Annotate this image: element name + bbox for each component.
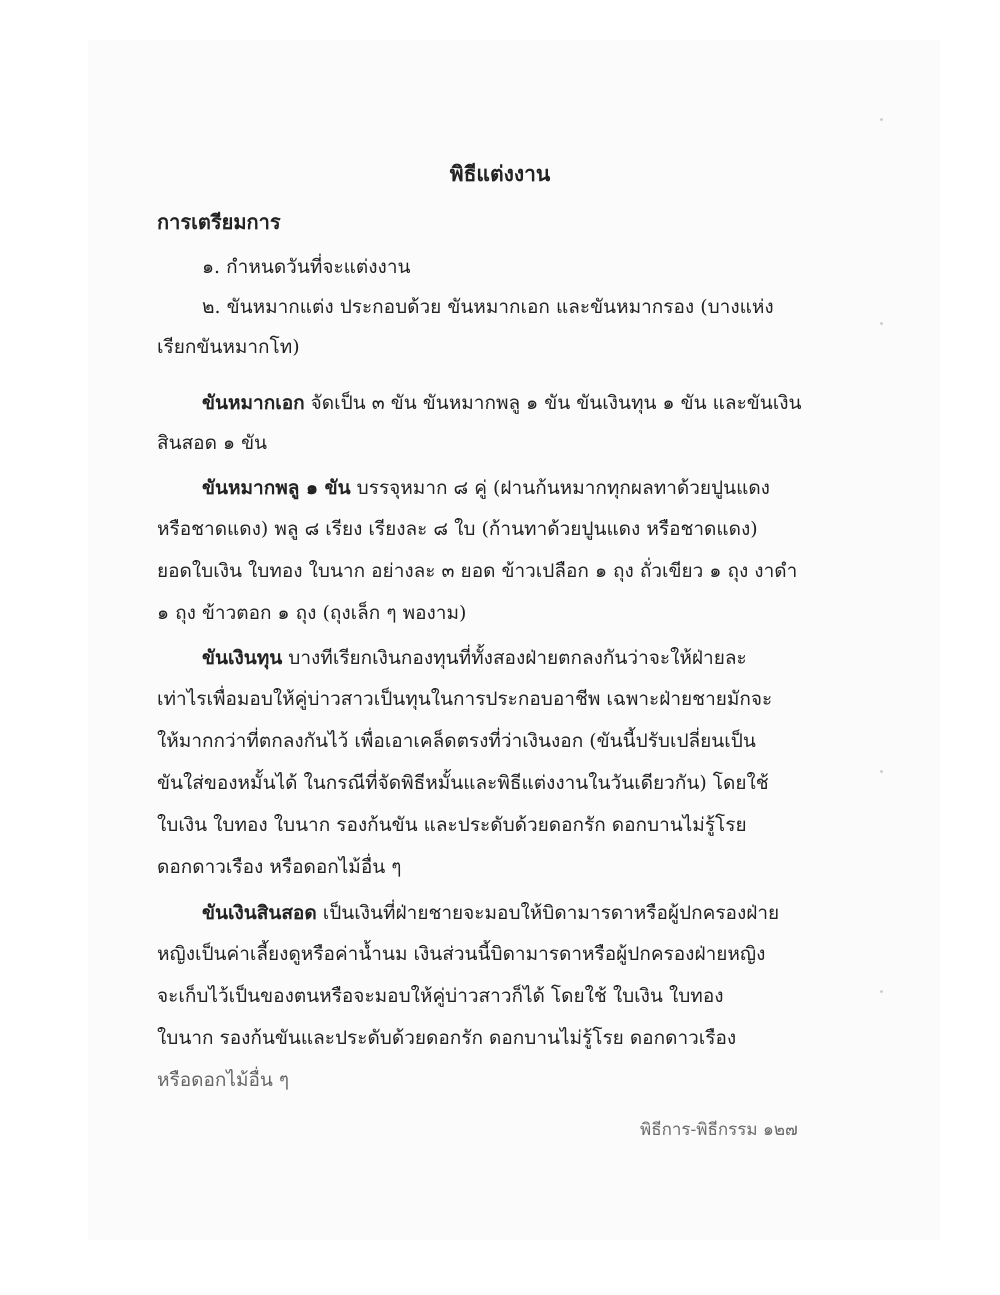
paragraph-khan-thun-line6: ดอกดาวเรือง หรือดอกไม้อื่น ๆ <box>157 856 402 878</box>
paragraph-text: บรรจุหมาก ๘ คู่ (ฝานก้นหมากทุกผลทาด้วยปูนแดง <box>350 477 770 499</box>
paragraph-khan-thun-line2: เท่าไรเพื่อมอบให้คู่บ่าวสาวเป็นทุนในการประกอบอาชีพ เฉพาะฝ่ายชายมักจะ <box>157 688 773 710</box>
paragraph-khan-phlu-line2: หรือชาดแดง) พลู ๘ เรียง เรียงละ ๘ ใบ (ก้านทาด้วยปูนแดง หรือชาดแดง) <box>157 518 758 540</box>
scan-speck <box>880 990 883 993</box>
paragraph-khan-thun-line3: ให้มากกว่าที่ตกลงกันไว้ เพื่อเอาเคล็ดตรงที่ว่าเงินงอก (ขันนี้ปรับเปลี่ยนเป็น <box>157 730 756 752</box>
paragraph-khan-sinsod-line4: ใบนาก รองก้นขันและประดับด้วยดอกรัก ดอกบานไม่รู้โรย ดอกดาวเรือง <box>157 1027 737 1049</box>
document-title: พิธีแต่งงาน <box>449 161 551 186</box>
term-khan-ek: ขันหมากเอก <box>202 392 305 414</box>
scan-speck <box>880 322 883 325</box>
paragraph-khan-sinsod-line1 <box>202 904 779 923</box>
paragraph-khan-sinsod-line3: จะเก็บไว้เป็นของตนหรือจะมอบให้คู่บ่าวสาวก็ได้ โดยใช้ ใบเงิน ใบทอง <box>157 985 724 1007</box>
scan-speck <box>880 118 883 121</box>
term-khan-thun: ขันเงินทุน <box>202 647 283 669</box>
paragraph-khan-thun-line5: ใบเงิน ใบทอง ใบนาก รองก้นขัน และประดับด้วยดอกรัก ดอกบานไม่รู้โรย <box>157 814 747 836</box>
paragraph-khan-sinsod-line5: หรือดอกไม้อื่น ๆ <box>157 1069 290 1091</box>
page-footer: พิธีการ-พิธีกรรม ๑๒๗ <box>640 1120 798 1140</box>
paragraph-khan-thun-line4: ขันใส่ของหมั้นได้ ในกรณีที่จัดพิธีหมั้นและพิธีแต่งงานในวันเดียวกัน) โดยใช้ <box>157 772 769 794</box>
paragraph-text: จัดเป็น ๓ ขัน ขันหมากพลู ๑ ขัน ขันเงินทุน ๑ ขัน และขันเงิน <box>304 392 802 414</box>
paragraph-khan-thun-line1 <box>202 649 747 668</box>
scan-speck <box>880 770 883 773</box>
list-item-1: ๑. กำหนดวันที่จะแต่งงาน <box>202 256 411 278</box>
paragraph-khan-sinsod-line2: หญิงเป็นค่าเลี้ยงดูหรือค่าน้ำนม เงินส่วนนี้บิดามารดาหรือผู้ปกครองฝ่ายหญิง <box>157 943 766 965</box>
paragraph-khan-ek-line1 <box>202 394 802 413</box>
paragraph-text: เป็นเงินที่ฝ่ายชายจะมอบให้บิดามารดาหรือผู้ปกครองฝ่าย <box>316 902 780 924</box>
term-khan-phlu: ขันหมากพลู ๑ ขัน <box>202 477 351 499</box>
paragraph-text: บางทีเรียกเงินกองทุนที่ทั้งสองฝ่ายตกลงกันว่าจะให้ฝ่ายละ <box>282 647 747 669</box>
paragraph-khan-phlu-line4: ๑ ถุง ข้าวตอก ๑ ถุง (ถุงเล็ก ๆ พองาม) <box>157 602 467 624</box>
section-heading: การเตรียมการ <box>157 210 281 234</box>
paragraph-khan-ek-line2: สินสอด ๑ ขัน <box>157 432 268 454</box>
term-khan-sinsod: ขันเงินสินสอด <box>202 902 317 924</box>
list-item-2-line2: เรียกขันหมากโท) <box>157 336 300 358</box>
paragraph-khan-phlu-line3: ยอดใบเงิน ใบทอง ใบนาก อย่างละ ๓ ยอด ข้าวเปลือก ๑ ถุง ถั่วเขียว ๑ ถุง งาดำ <box>157 560 798 582</box>
paragraph-khan-phlu-line1 <box>202 479 770 498</box>
list-item-2-line1: ๒. ขันหมากแต่ง ประกอบด้วย ขันหมากเอก และขันหมากรอง (บางแห่ง <box>202 296 774 318</box>
